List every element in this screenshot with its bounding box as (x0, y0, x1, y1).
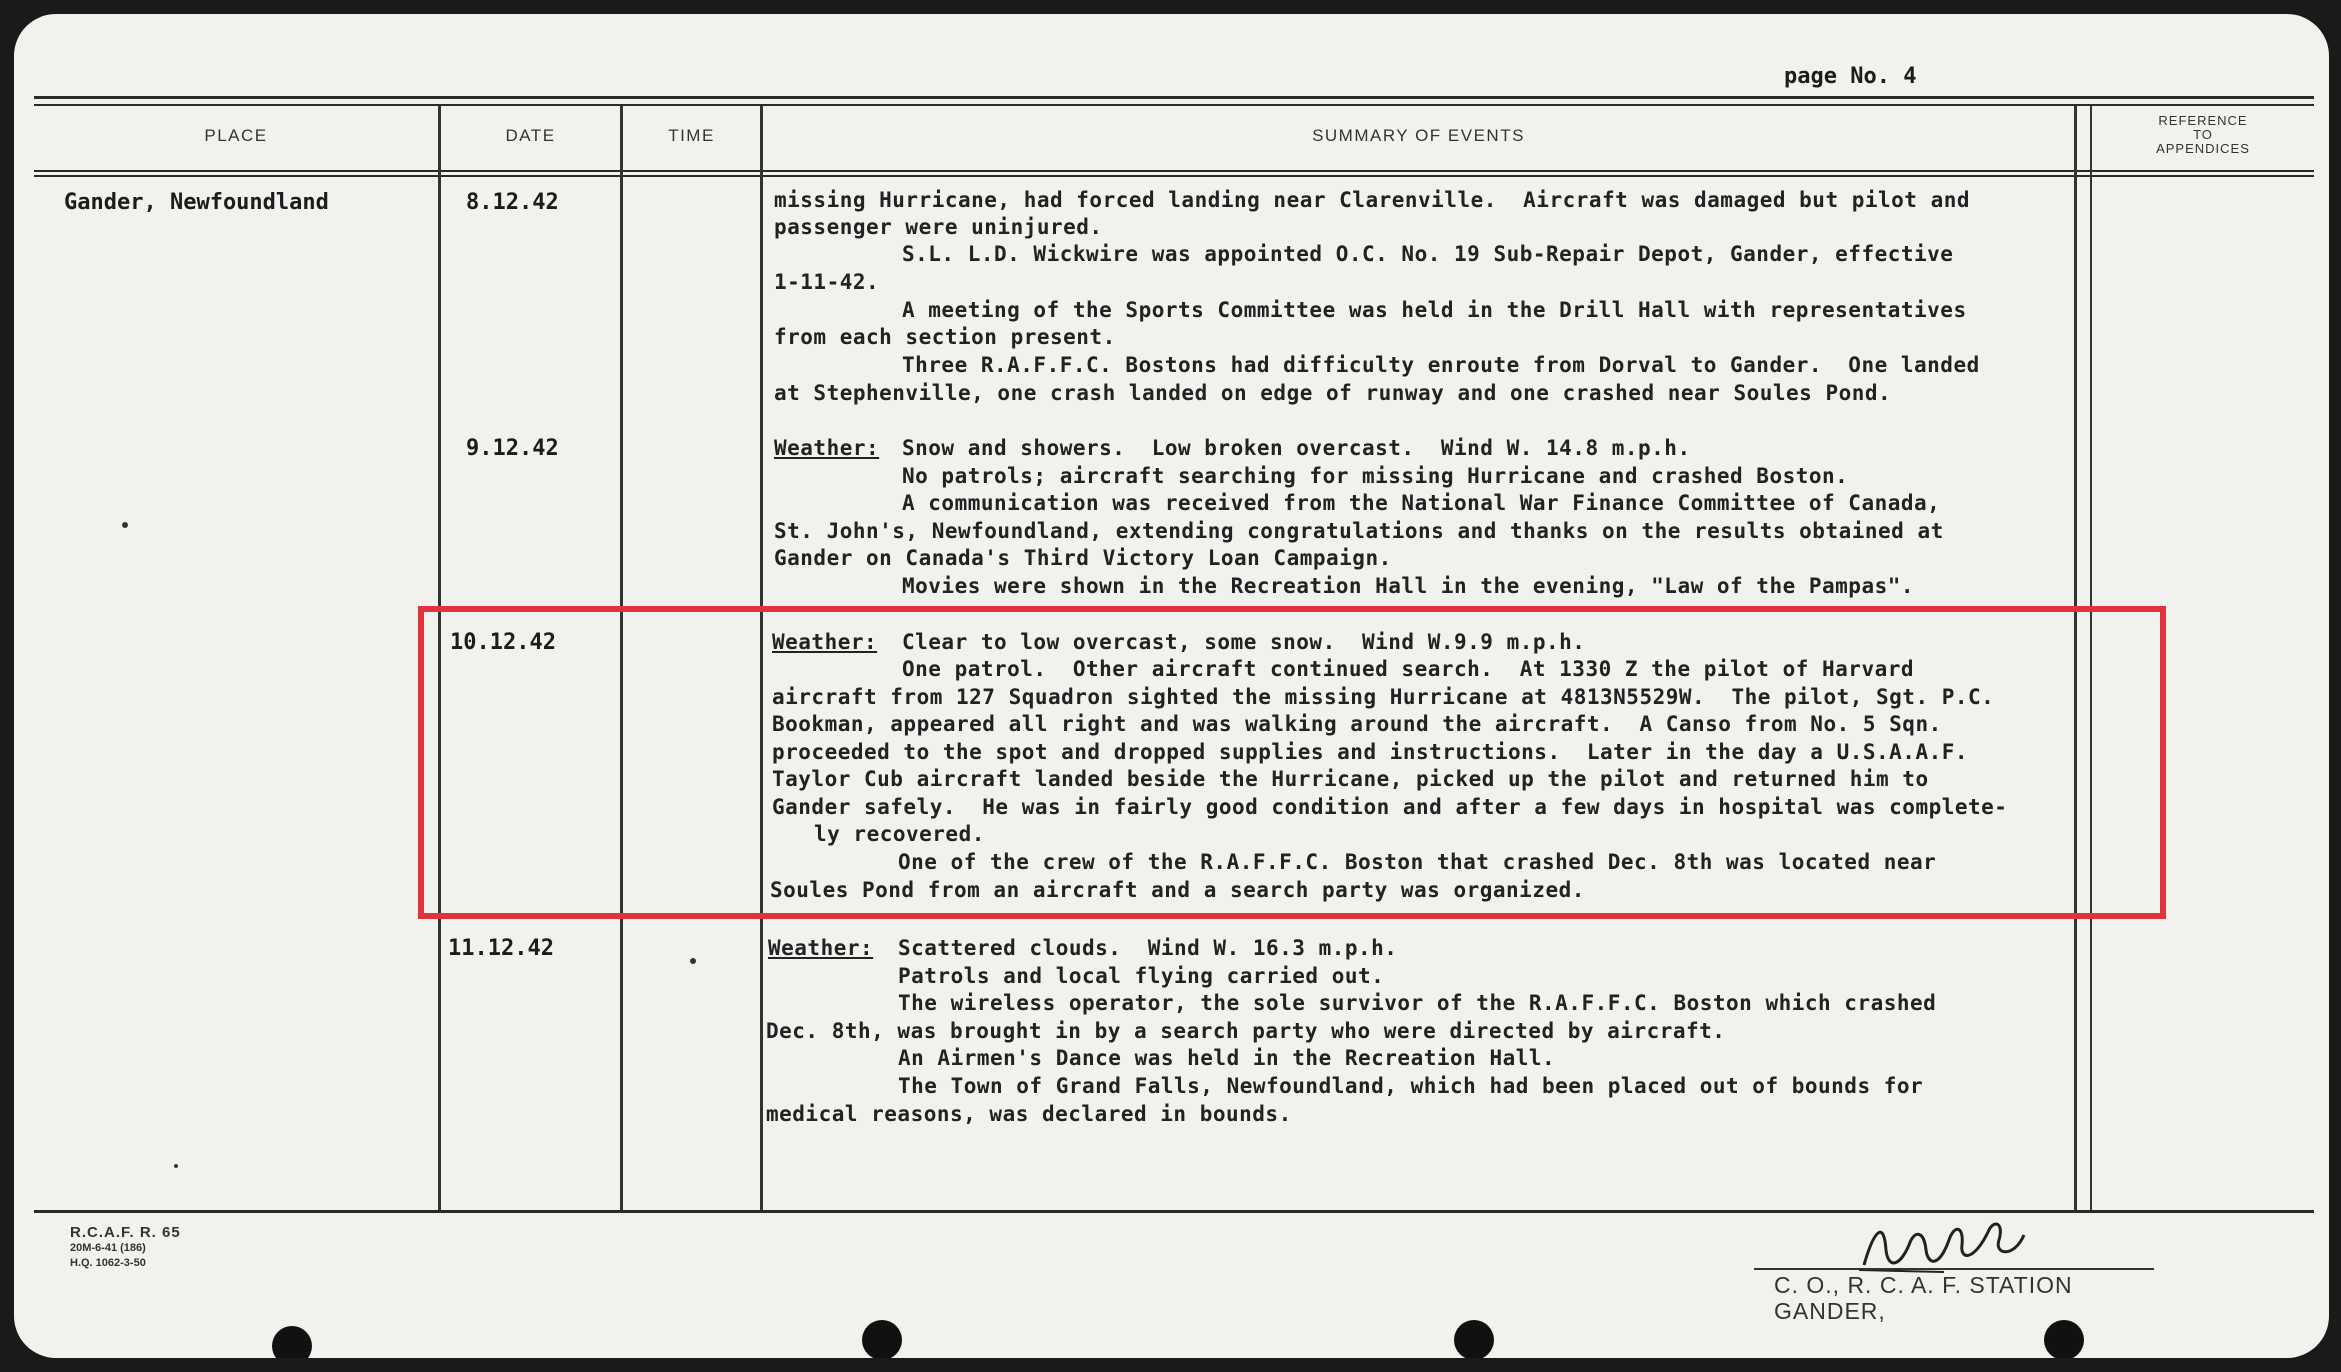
header-time: TIME (668, 126, 715, 145)
signature-title: C. O., R. C. A. F. STATION (1774, 1272, 2073, 1298)
entry-line: Bookman, appeared all right and was walking around the aircraft. A Canso from No. 5 Sqn. (772, 712, 1942, 736)
entry-line: missing Hurricane, had forced landing near Clarenville. Aircraft was damaged but pilot and (774, 188, 1971, 212)
header-bottom-rule-2 (34, 175, 2314, 177)
binder-hole (1454, 1320, 1494, 1358)
entry-line: Soules Pond from an aircraft and a search party was organized. (770, 878, 1585, 902)
weather-label: Weather: (772, 630, 878, 654)
entry-line: Scattered clouds. Wind W. 16.3 m.p.h. (898, 936, 1398, 960)
entry-line: Clear to low overcast, some snow. Wind W.9.9 m.p.h. (902, 630, 1586, 654)
entry-line: Snow and showers. Low broken overcast. Wind W. 14.8 m.p.h. (902, 436, 1691, 460)
binder-hole (862, 1320, 902, 1358)
highlight-box (418, 606, 2166, 919)
entry-line: A meeting of the Sports Committee was held in the Drill Hall with representatives (902, 298, 1967, 322)
entry-line: ly recovered. (814, 822, 985, 846)
entry-line: One patrol. Other aircraft continued search. At 1330 Z the pilot of Harvard (902, 657, 1915, 681)
entry-date: 11.12.42 (448, 936, 554, 961)
header-reference-line3: APPENDICES (2156, 141, 2250, 156)
entry-line: passenger were uninjured. (774, 215, 1103, 239)
entry-line: A communication was received from the National War Finance Committee of Canada, (902, 491, 1941, 515)
entry-line: Gander on Canada's Third Victory Loan Campaign. (774, 546, 1392, 570)
entry-line: St. John's, Newfoundland, extending congratulations and thanks on the results obtained at (774, 519, 1944, 543)
entry-line: The Town of Grand Falls, Newfoundland, which had been placed out of bounds for (898, 1074, 1924, 1098)
weather-label: Weather: (774, 436, 880, 460)
entry-date: 8.12.42 (466, 190, 559, 215)
entry-line: Patrols and local flying carried out. (898, 964, 1385, 988)
entry-line: Movies were shown in the Recreation Hall in the evening, "Law of the Pampas". (902, 574, 1915, 598)
header-reference-line1: REFERENCE (2158, 113, 2248, 128)
entry-date: 10.12.42 (450, 630, 556, 655)
form-hq-code: H.Q. 1062-3-50 (70, 1257, 146, 1269)
header-date: DATE (505, 126, 556, 145)
entry-line: S.L. L.D. Wickwire was appointed O.C. No. 19 Sub-Repair Depot, Gander, effective (902, 242, 1954, 266)
entry-line: aircraft from 127 Squadron sighted the missing Hurricane at 4813N5529W. The pilot, Sgt. P.C. (772, 685, 1995, 709)
signature-location: GANDER, (1774, 1298, 1886, 1324)
entry-line: One of the crew of the R.A.F.F.C. Boston that crashed Dec. 8th was located near (898, 850, 1937, 874)
ink-speck (122, 522, 128, 528)
header-top-rule (34, 96, 2314, 99)
signature-block (1774, 1272, 2073, 1324)
entry-line: Dec. 8th, was brought in by a search party who were directed by aircraft. (766, 1019, 1726, 1043)
signature-line (1754, 1268, 2154, 1270)
ink-speck (174, 1164, 178, 1168)
header-place: PLACE (204, 126, 268, 145)
entry-line: The wireless operator, the sole survivor of the R.A.F.F.C. Boston which crashed (898, 991, 1937, 1015)
page-number: page No. 4 (1784, 64, 1917, 89)
entry-line: medical reasons, was declared in bounds. (766, 1102, 1292, 1126)
entry-line: Taylor Cub aircraft landed beside the Hurricane, picked up the pilot and returned him to (772, 767, 1929, 791)
form-number: R.C.A.F. R. 65 (70, 1224, 181, 1241)
header-reference-line2: TO (2193, 127, 2213, 142)
header-top-rule-2 (34, 104, 2314, 106)
ink-speck (690, 958, 696, 964)
header-reference (2093, 114, 2313, 156)
form-identifier (70, 1224, 181, 1271)
form-print-code: 20M-6-41 (186) (70, 1242, 146, 1254)
entry-line: Three R.A.F.F.C. Bostons had difficulty enroute from Dorval to Gander. One landed (902, 353, 1980, 377)
entry-line: No patrols; aircraft searching for missing Hurricane and crashed Boston. (902, 464, 1849, 488)
entry-line: at Stephenville, one crash landed on edge of runway and one crashed near Soules Pond. (774, 381, 1892, 405)
weather-label: Weather: (768, 936, 874, 960)
entry-line: from each section present. (774, 325, 1116, 349)
entry-line: An Airmen's Dance was held in the Recreation Hall. (898, 1046, 1556, 1070)
header-bottom-rule (34, 170, 2314, 172)
header-summary: SUMMARY OF EVENTS (1312, 126, 1525, 145)
binder-hole (2044, 1320, 2084, 1358)
entry-line: proceeded to the spot and dropped supplies and instructions. Later in the day a U.S.A.A.F. (772, 740, 1969, 764)
entry-date: 9.12.42 (466, 436, 559, 461)
entry-line: Gander safely. He was in fairly good condition and after a few days in hospital was complete- (772, 795, 2008, 819)
place-cell: Gander, Newfoundland (64, 190, 329, 215)
diary-page (14, 14, 2329, 1358)
binder-hole (272, 1326, 312, 1358)
entry-line: 1-11-42. (774, 270, 880, 294)
